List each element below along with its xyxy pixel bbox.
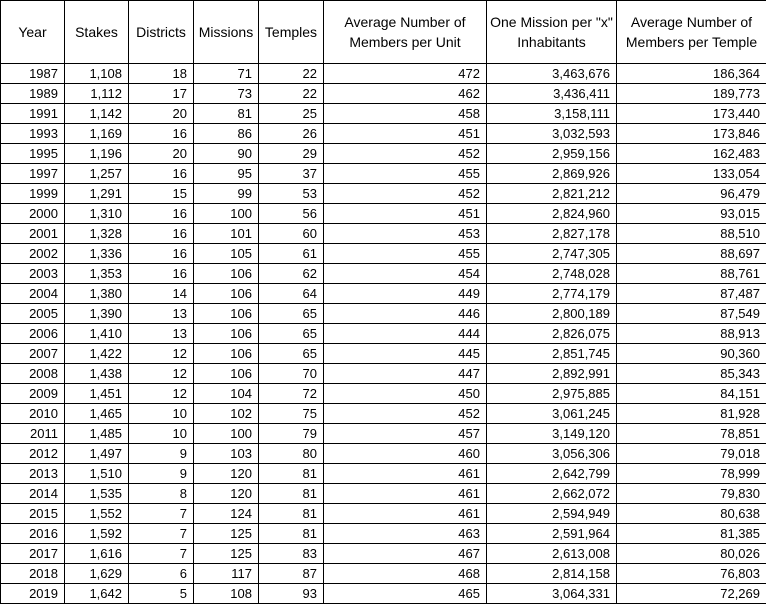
table-cell[interactable]: 1,169 [65,124,129,144]
table-cell[interactable]: 173,846 [617,124,766,144]
table-cell[interactable]: 106 [194,324,259,344]
table-cell[interactable]: 9 [129,444,194,464]
table-cell[interactable]: 75 [259,404,324,424]
table-cell[interactable]: 2,892,991 [487,364,617,384]
table-cell[interactable]: 26 [259,124,324,144]
table-cell[interactable]: 60 [259,224,324,244]
table-cell[interactable]: 1,629 [65,564,129,584]
table-cell[interactable]: 37 [259,164,324,184]
table-row [1,424,766,444]
table-row [1,344,766,364]
table-cell[interactable]: 1,510 [65,464,129,484]
table-cell[interactable]: 2005 [1,304,65,324]
table-cell[interactable]: 3,463,676 [487,64,617,84]
table-cell[interactable]: 71 [194,64,259,84]
table-cell[interactable]: 15 [129,184,194,204]
table-cell[interactable]: 12 [129,384,194,404]
table-cell[interactable]: 12 [129,364,194,384]
table-cell[interactable]: 7 [129,504,194,524]
table-cell[interactable]: 2000 [1,204,65,224]
table-cell[interactable]: 12 [129,344,194,364]
table-cell[interactable]: 2,662,072 [487,484,617,504]
table-cell[interactable]: 72 [259,384,324,404]
table-cell[interactable]: 2012 [1,444,65,464]
table-row [1,244,766,264]
table-cell[interactable]: 65 [259,304,324,324]
table-row [1,84,766,104]
table-cell[interactable]: 2,821,212 [487,184,617,204]
table-cell[interactable]: 1,465 [65,404,129,424]
table-cell[interactable]: 2,642,799 [487,464,617,484]
table-cell[interactable]: 2007 [1,344,65,364]
table-cell[interactable]: 80,638 [617,504,766,524]
table-cell[interactable]: 90 [194,144,259,164]
table-cell[interactable]: 1,552 [65,504,129,524]
table-cell[interactable]: 93,015 [617,204,766,224]
table-cell[interactable]: 108 [194,584,259,604]
table-cell[interactable]: 16 [129,224,194,244]
table-cell[interactable]: 2009 [1,384,65,404]
table-cell[interactable]: 8 [129,484,194,504]
table-cell[interactable]: 25 [259,104,324,124]
table-row [1,284,766,304]
table-cell[interactable]: 1991 [1,104,65,124]
table-row [1,304,766,324]
table-cell[interactable]: 2,613,008 [487,544,617,564]
table-cell[interactable]: 461 [324,504,487,524]
table-cell[interactable]: 2,748,028 [487,264,617,284]
table-cell[interactable]: 455 [324,244,487,264]
table-cell[interactable]: 7 [129,544,194,564]
table-cell[interactable]: 3,032,593 [487,124,617,144]
table-cell[interactable]: 2019 [1,584,65,604]
table-cell[interactable]: 1,390 [65,304,129,324]
table-cell[interactable]: 88,913 [617,324,766,344]
table-cell[interactable]: 2008 [1,364,65,384]
table-cell[interactable]: 120 [194,484,259,504]
table-cell[interactable]: 2014 [1,484,65,504]
table-cell[interactable]: 86 [194,124,259,144]
table-cell[interactable]: 1,196 [65,144,129,164]
table-cell[interactable]: 2002 [1,244,65,264]
table-cell[interactable]: 87,549 [617,304,766,324]
table-cell[interactable]: 87 [259,564,324,584]
table-cell[interactable]: 454 [324,264,487,284]
table-cell[interactable]: 3,149,120 [487,424,617,444]
table-cell[interactable]: 3,061,245 [487,404,617,424]
table-cell[interactable]: 1999 [1,184,65,204]
table-cell[interactable]: 64 [259,284,324,304]
table-cell[interactable]: 2001 [1,224,65,244]
table-cell[interactable]: 1,451 [65,384,129,404]
table-cell[interactable]: 16 [129,204,194,224]
table-cell[interactable]: 16 [129,264,194,284]
table-cell[interactable]: 7 [129,524,194,544]
table-cell[interactable]: 83 [259,544,324,564]
table-cell[interactable]: 2,747,305 [487,244,617,264]
table-cell[interactable]: 2,824,960 [487,204,617,224]
table-cell[interactable]: 120 [194,464,259,484]
table-cell[interactable]: 102 [194,404,259,424]
table-cell[interactable]: 72,269 [617,584,766,604]
table-cell[interactable]: 81 [259,524,324,544]
table-cell[interactable]: 1,142 [65,104,129,124]
column-header[interactable]: Stakes [65,1,129,64]
table-cell[interactable]: 1,336 [65,244,129,264]
table-row [1,364,766,384]
table-cell[interactable]: 451 [324,204,487,224]
table-cell[interactable]: 106 [194,344,259,364]
table-row [1,184,766,204]
table-cell[interactable]: 1,257 [65,164,129,184]
table-cell[interactable]: 81 [194,104,259,124]
table-cell[interactable]: 3,436,411 [487,84,617,104]
table-cell[interactable]: 88,510 [617,224,766,244]
table-cell[interactable]: 65 [259,344,324,364]
table-cell[interactable]: 17 [129,84,194,104]
table-cell[interactable]: 2,975,885 [487,384,617,404]
table-cell[interactable]: 105 [194,244,259,264]
table-cell[interactable]: 3,056,306 [487,444,617,464]
table-cell[interactable]: 2013 [1,464,65,484]
table-cell[interactable]: 1,410 [65,324,129,344]
table-cell[interactable]: 16 [129,244,194,264]
table-cell[interactable]: 16 [129,164,194,184]
table-cell[interactable]: 81,385 [617,524,766,544]
table-cell[interactable]: 14 [129,284,194,304]
table-cell[interactable]: 5 [129,584,194,604]
table-cell[interactable]: 106 [194,264,259,284]
column-header[interactable]: Average Number of Members per Temple [617,1,766,64]
table-cell[interactable]: 3,064,331 [487,584,617,604]
table-cell[interactable]: 463 [324,524,487,544]
table-cell[interactable]: 1,112 [65,84,129,104]
table-cell[interactable]: 2003 [1,264,65,284]
table-cell[interactable]: 2016 [1,524,65,544]
table-cell[interactable]: 103 [194,444,259,464]
table-cell[interactable]: 452 [324,144,487,164]
table-cell[interactable]: 1,642 [65,584,129,604]
table-cell[interactable]: 465 [324,584,487,604]
table-cell[interactable]: 76,803 [617,564,766,584]
table-cell[interactable]: 100 [194,424,259,444]
table-cell[interactable]: 2018 [1,564,65,584]
table-cell[interactable]: 446 [324,304,487,324]
table-cell[interactable]: 452 [324,404,487,424]
table-cell[interactable]: 124 [194,504,259,524]
table-cell[interactable]: 2017 [1,544,65,564]
table-cell[interactable]: 87,487 [617,284,766,304]
table-cell[interactable]: 2,594,949 [487,504,617,524]
table-cell[interactable]: 447 [324,364,487,384]
table-cell[interactable]: 445 [324,344,487,364]
table-cell[interactable]: 81,928 [617,404,766,424]
table-cell[interactable]: 453 [324,224,487,244]
table-row [1,324,766,344]
table-cell[interactable]: 2011 [1,424,65,444]
table-row [1,444,766,464]
table-cell[interactable]: 461 [324,464,487,484]
table-cell[interactable]: 61 [259,244,324,264]
table-cell[interactable]: 2,827,178 [487,224,617,244]
table-cell[interactable]: 13 [129,324,194,344]
table-header [1,1,766,64]
table-cell[interactable]: 2015 [1,504,65,524]
table-cell[interactable]: 2010 [1,404,65,424]
table-cell[interactable]: 189,773 [617,84,766,104]
table-cell[interactable]: 2,959,156 [487,144,617,164]
table-cell[interactable]: 1,616 [65,544,129,564]
table-cell[interactable]: 13 [129,304,194,324]
table-cell[interactable]: 20 [129,104,194,124]
table-cell[interactable]: 65 [259,324,324,344]
table-cell[interactable]: 80 [259,444,324,464]
table-cell[interactable]: 460 [324,444,487,464]
table-row [1,584,766,604]
table-cell[interactable]: 90,360 [617,344,766,364]
column-header[interactable]: Temples [259,1,324,64]
table-cell[interactable]: 106 [194,284,259,304]
table-cell[interactable]: 1995 [1,144,65,164]
table-cell[interactable]: 2004 [1,284,65,304]
table-cell[interactable]: 3,158,111 [487,104,617,124]
table-cell[interactable]: 81 [259,504,324,524]
table-cell[interactable]: 79,830 [617,484,766,504]
table-cell[interactable]: 1,535 [65,484,129,504]
table-cell[interactable]: 79,018 [617,444,766,464]
table-body [1,64,766,604]
table-row [1,564,766,584]
column-header[interactable]: Missions [194,1,259,64]
table-row [1,404,766,424]
table-cell[interactable]: 1989 [1,84,65,104]
table-cell[interactable]: 88,761 [617,264,766,284]
table-cell[interactable]: 79 [259,424,324,444]
table-cell[interactable]: 1997 [1,164,65,184]
table-cell[interactable]: 458 [324,104,487,124]
table-cell[interactable]: 173,440 [617,104,766,124]
table-cell[interactable]: 450 [324,384,487,404]
table-cell[interactable]: 99 [194,184,259,204]
table-cell[interactable]: 2,826,075 [487,324,617,344]
table-cell[interactable]: 117 [194,564,259,584]
column-header[interactable]: One Mission per "x" Inhabitants [487,1,617,64]
table-cell[interactable]: 106 [194,364,259,384]
table-cell[interactable]: 1,291 [65,184,129,204]
table-cell[interactable]: 93 [259,584,324,604]
table-cell[interactable]: 2,591,964 [487,524,617,544]
table-cell[interactable]: 16 [129,124,194,144]
column-header[interactable]: Year [1,1,65,64]
table-cell[interactable]: 100 [194,204,259,224]
table-row [1,204,766,224]
table-row [1,384,766,404]
table-row [1,484,766,504]
table-cell[interactable]: 451 [324,124,487,144]
table-cell[interactable]: 6 [129,564,194,584]
table-row [1,264,766,284]
table-cell[interactable]: 85,343 [617,364,766,384]
table-cell[interactable]: 1,485 [65,424,129,444]
table-cell[interactable]: 125 [194,524,259,544]
table-row [1,224,766,244]
table-cell[interactable]: 1,108 [65,64,129,84]
table-row [1,504,766,524]
table-cell[interactable]: 462 [324,84,487,104]
table-cell[interactable]: 1,310 [65,204,129,224]
table-cell[interactable]: 133,054 [617,164,766,184]
table-cell[interactable]: 56 [259,204,324,224]
table-cell[interactable]: 2,851,745 [487,344,617,364]
table-cell[interactable]: 449 [324,284,487,304]
table-cell[interactable]: 1,497 [65,444,129,464]
table-cell[interactable]: 468 [324,564,487,584]
table-cell[interactable]: 457 [324,424,487,444]
table-cell[interactable]: 2,814,158 [487,564,617,584]
table-cell[interactable]: 1993 [1,124,65,144]
table-row [1,124,766,144]
table-cell[interactable]: 70 [259,364,324,384]
table-cell[interactable]: 2,774,179 [487,284,617,304]
table-cell[interactable]: 62 [259,264,324,284]
table-row [1,144,766,164]
column-header[interactable]: Districts [129,1,194,64]
table-cell[interactable]: 80,026 [617,544,766,564]
table-cell[interactable]: 10 [129,424,194,444]
table-cell[interactable]: 78,851 [617,424,766,444]
column-header[interactable]: Average Number of Members per Unit [324,1,487,64]
table-row [1,544,766,564]
table-row [1,64,766,84]
table-cell[interactable]: 10 [129,404,194,424]
header-row [1,1,766,64]
table-row [1,104,766,124]
table-cell[interactable]: 455 [324,164,487,184]
table-cell[interactable]: 1,380 [65,284,129,304]
table-cell[interactable]: 81 [259,464,324,484]
table-cell[interactable]: 18 [129,64,194,84]
table-cell[interactable]: 88,697 [617,244,766,264]
table-cell[interactable]: 444 [324,324,487,344]
table-cell[interactable]: 452 [324,184,487,204]
table-cell[interactable]: 2,869,926 [487,164,617,184]
table-cell[interactable]: 22 [259,64,324,84]
table-row [1,524,766,544]
table-cell[interactable]: 22 [259,84,324,104]
table-cell[interactable]: 2,800,189 [487,304,617,324]
table-cell[interactable]: 1,353 [65,264,129,284]
table-cell[interactable]: 81 [259,484,324,504]
table-cell[interactable]: 1,438 [65,364,129,384]
table-cell[interactable]: 9 [129,464,194,484]
table-cell[interactable]: 53 [259,184,324,204]
table-cell[interactable]: 461 [324,484,487,504]
table-cell[interactable]: 125 [194,544,259,564]
table-row [1,164,766,184]
table-cell[interactable]: 2006 [1,324,65,344]
table-cell[interactable]: 104 [194,384,259,404]
table-cell[interactable]: 101 [194,224,259,244]
table-cell[interactable]: 467 [324,544,487,564]
table-cell[interactable]: 1987 [1,64,65,84]
table-cell[interactable]: 73 [194,84,259,104]
table-cell[interactable]: 29 [259,144,324,164]
table-cell[interactable]: 1,422 [65,344,129,364]
table-cell[interactable]: 106 [194,304,259,324]
table-row [1,464,766,484]
table-cell[interactable]: 95 [194,164,259,184]
table-cell[interactable]: 20 [129,144,194,164]
table-cell[interactable]: 162,483 [617,144,766,164]
table-cell[interactable]: 96,479 [617,184,766,204]
table-cell[interactable]: 1,592 [65,524,129,544]
table-cell[interactable]: 186,364 [617,64,766,84]
table-cell[interactable]: 472 [324,64,487,84]
table-cell[interactable]: 1,328 [65,224,129,244]
table-cell[interactable]: 84,151 [617,384,766,404]
table-cell[interactable]: 78,999 [617,464,766,484]
